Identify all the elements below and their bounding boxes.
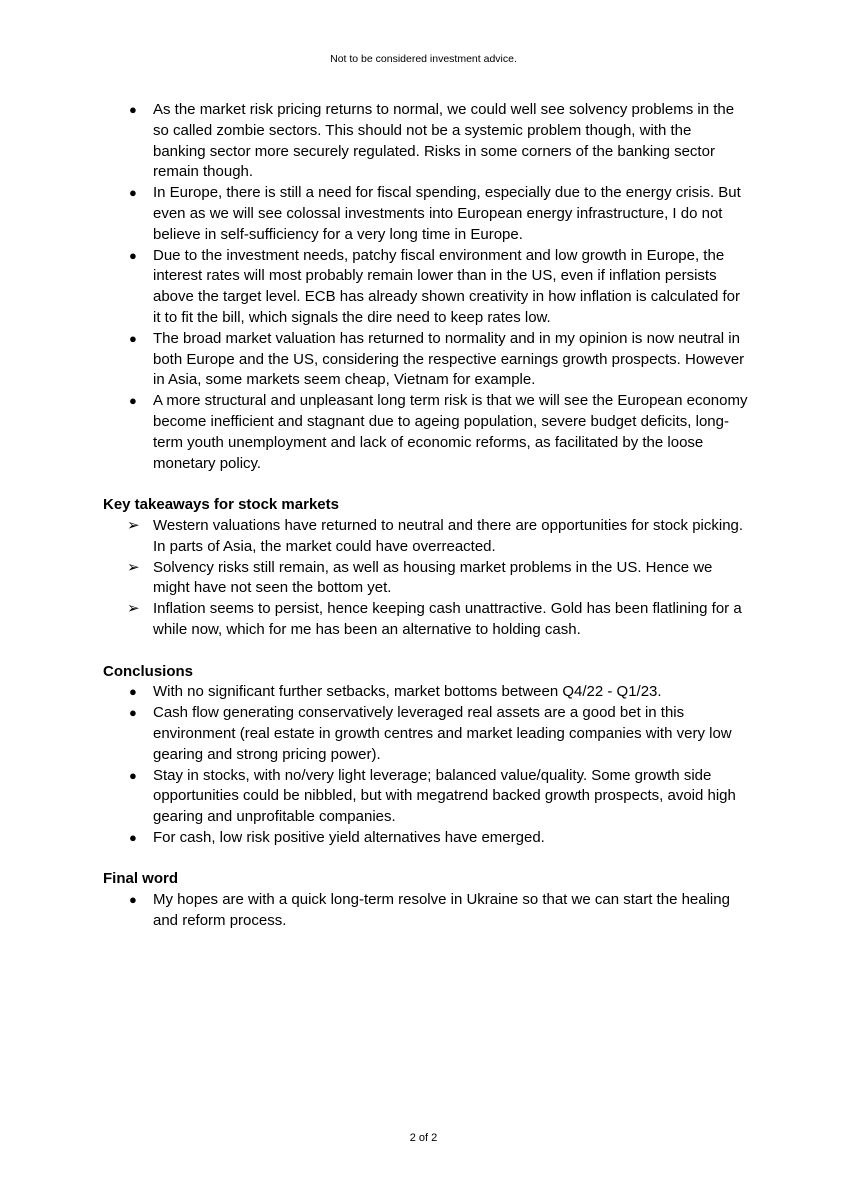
bullet-icon: ● xyxy=(129,330,137,346)
list-item xyxy=(103,682,748,703)
takeaways-heading: Key takeaways for stock markets xyxy=(103,496,339,514)
section-spacer xyxy=(103,849,748,870)
bullet-icon: ● xyxy=(129,185,137,201)
list-item-text: As the market risk pricing returns to normal, we could well see solvency problems in the so called zombie sectors. This should not be a systemic problem though, with the banking sector more securely regulated. Risks in some corners of the banking sector remain though. xyxy=(153,101,735,181)
list-item-text: My hopes are with a quick long-term resolve in Ukraine so that we can start the healing and reform process. xyxy=(153,891,730,930)
takeaways-list xyxy=(103,516,748,641)
list-item-text: In Europe, there is still a need for fiscal spending, especially due to the energy crisis. But even as we will see colossal investments into European energy infrastructure, I do not believe in self-sufficiency for a very long time in Europe. xyxy=(153,184,741,243)
bullet-icon: ● xyxy=(129,829,137,845)
final-word-list xyxy=(103,890,748,932)
list-item-text: A more structural and unpleasant long term risk is that we will see the European economy become inefficient and stagnant due to ageing population, severe budget deficits, long-term youth unemployment and lack of economic reforms, as facilitated by the loose monetary policy. xyxy=(153,392,748,472)
list-item xyxy=(103,558,748,600)
list-item xyxy=(103,828,748,849)
list-item xyxy=(103,329,748,391)
bullet-icon: ● xyxy=(129,393,137,409)
list-item-text: With no significant further setbacks, market bottoms between Q4/22 - Q1/23. xyxy=(153,683,662,701)
list-item-text: Due to the investment needs, patchy fiscal environment and low growth in Europe, the interest rates will most probably remain lower than in the US, even if inflation persists above the target level. ECB has already shown creativity in how inflation is calculated for it to fit the bill, which signals the dire need to keep rates low. xyxy=(153,246,740,326)
bullet-icon: ● xyxy=(129,767,137,783)
section-spacer xyxy=(103,641,748,662)
list-item-text: Stay in stocks, with no/very light leverage; balanced value/quality. Some growth side opportunities could be nibbled, but with megatrend backed growth prospects, avoid high gearing and unprofitable companies. xyxy=(153,766,736,826)
section-spacer xyxy=(103,474,748,495)
list-item xyxy=(103,766,748,828)
document-body xyxy=(103,100,748,932)
list-item xyxy=(103,703,748,765)
intro-bullet-list xyxy=(103,100,748,474)
bullet-icon: ● xyxy=(129,705,137,721)
list-item xyxy=(103,391,748,474)
bullet-icon: ● xyxy=(129,247,137,263)
list-item-text: Western valuations have returned to neutral and there are opportunities for stock picking. In parts of Asia, the market could have overreacted. xyxy=(153,516,744,555)
list-item-text: Solvency risks still remain, as well as housing market problems in the US. Hence we might have not seen the bottom yet. xyxy=(153,558,713,597)
arrow-bullet-icon: ➢ xyxy=(127,600,140,618)
list-item xyxy=(103,890,748,932)
arrow-bullet-icon: ➢ xyxy=(127,516,140,534)
header-disclaimer: Not to be considered investment advice. xyxy=(330,53,517,65)
list-item-text: For cash, low risk positive yield alternatives have emerged. xyxy=(153,828,545,846)
page-number: 2 of 2 xyxy=(409,1132,438,1144)
bullet-icon: ● xyxy=(129,102,137,117)
list-item xyxy=(103,246,748,329)
list-item xyxy=(103,516,748,558)
list-item xyxy=(103,599,748,641)
conclusions-list xyxy=(103,682,748,848)
list-item xyxy=(103,183,748,245)
list-item-text: Inflation seems to persist, hence keeping cash unattractive. Gold has been flatlining for a while now, which for me has been an alternative to holding cash. xyxy=(153,600,742,638)
bullet-icon: ● xyxy=(129,892,137,908)
list-item xyxy=(103,100,748,183)
bullet-icon: ● xyxy=(129,684,137,700)
conclusions-heading: Conclusions xyxy=(103,662,194,680)
list-item-text: Cash flow generating conservatively leveraged real assets are a good bet in this environment (real estate in growth centres and market leading companies with very low gearing and strong pricing power). xyxy=(153,704,732,763)
arrow-bullet-icon: ➢ xyxy=(127,558,140,576)
final-word-heading: Final word xyxy=(103,870,178,888)
list-item-text: The broad market valuation has returned to normality and in my opinion is now neutral in both Europe and the US, considering the respective earnings growth prospects. However in Asia, some markets seem cheap, Vietnam for example. xyxy=(153,329,745,389)
